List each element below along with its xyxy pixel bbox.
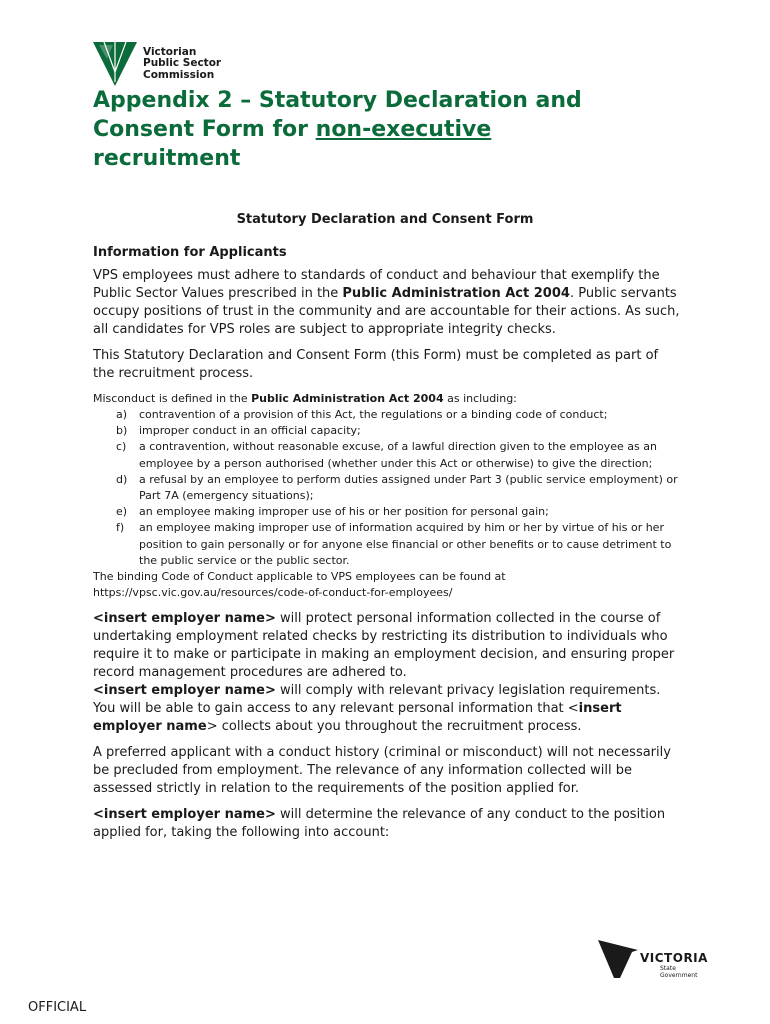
list-item: f) an employee making improper use of information acquired by him or her by virtue of his or her position to gain personally or for anyone else financial or other benefits or to cause detriment to the public service or the public sector.: [116, 521, 672, 567]
list-item: d) a refusal by an employee to perform duties assigned under Part 3 (public service employment) or Part 7A (emergency situations);: [116, 472, 678, 503]
act-name: Public Administration Act 2004: [342, 286, 570, 301]
logo-line: Victorian: [143, 45, 197, 58]
victoria-map-icon: [598, 938, 638, 980]
list-item: b) improper conduct in an official capacity;: [116, 424, 361, 438]
title-part1: Appendix 2 – Statutory Declaration and: [93, 88, 582, 113]
conduct-history-paragraph: A preferred applicant with a conduct history (criminal or misconduct) will not necessarily be precluded from employment. The relevance of any information collected will be assessed strictly in relation to the requirements of the position applied for.: [93, 745, 671, 797]
title-underlined: non-executive: [315, 117, 492, 142]
info-heading: Information for Applicants: [93, 245, 287, 260]
act-name: Public Administration Act 2004: [251, 392, 444, 405]
vpsc-logo-text: [143, 47, 221, 82]
state-government-text: State Government: [660, 965, 698, 979]
title-part2: Consent Form for: [93, 117, 316, 142]
list-item: e) an employee making improper use of his or her position for personal gain;: [116, 505, 549, 519]
victoria-wordmark: VICTORIA: [640, 951, 708, 965]
list-item: c) a contravention, without reasonable excuse, of a lawful direction given to the employee as an employee by a person authorised (whether under this Act or otherwise) to give the direction;: [116, 440, 657, 470]
info-paragraph-1: VPS employees must adhere to standards of conduct and behaviour that exemplify the Public Sector Values prescribed in the Public Administration Act 2004. Public servants occupy positions of trust in the community and are accountable for their actions. As such, all candidates for VPS roles are subject to appropriate integrity checks.: [93, 268, 680, 337]
form-heading: Statutory Declaration and Consent Form: [236, 212, 534, 227]
page-title: [93, 86, 693, 173]
victoria-government-logo: [598, 938, 708, 980]
info-paragraph-2: This Statutory Declaration and Consent Form (this Form) must be completed as part of the recruitment process.: [93, 348, 659, 381]
privacy-paragraph: <insert employer name> will protect personal information collected in the course of undertaking employment related checks by restricting its distribution to individuals who require it to make or participate in making an employment decision, and ensuring proper record management procedures are adhered to. <insert employer name> will comply with relevant privacy legislation requirements. You will be able to gain access to any relevant personal information that <insert employer name> collects about you throughout the recruitment process.: [93, 611, 675, 735]
title-part3: recruitment: [93, 146, 241, 171]
list-item: a) contravention of a provision of this Act, the regulations or a binding code of conduct;: [116, 408, 608, 421]
logo-line: Commission: [143, 68, 215, 81]
vpsc-logo-mark-icon: [93, 42, 137, 86]
vpsc-logo: [93, 42, 221, 86]
misconduct-list: [93, 407, 683, 569]
code-of-conduct-line: The binding Code of Conduct applicable to VPS employees can be found at: [93, 570, 506, 584]
code-of-conduct-url[interactable]: https://vpsc.vic.gov.au/resources/code-of-conduct-for-employees/: [93, 586, 453, 600]
official-label: OFFICIAL: [28, 1000, 87, 1015]
document-body: [93, 244, 683, 850]
logo-line: Public Sector: [143, 57, 222, 70]
relevance-paragraph: <insert employer name> will determine the relevance of any conduct to the position applied for, taking the following into account:: [93, 807, 666, 841]
misconduct-intro: Misconduct is defined in the Public Administration Act 2004 as including:: [93, 392, 517, 405]
